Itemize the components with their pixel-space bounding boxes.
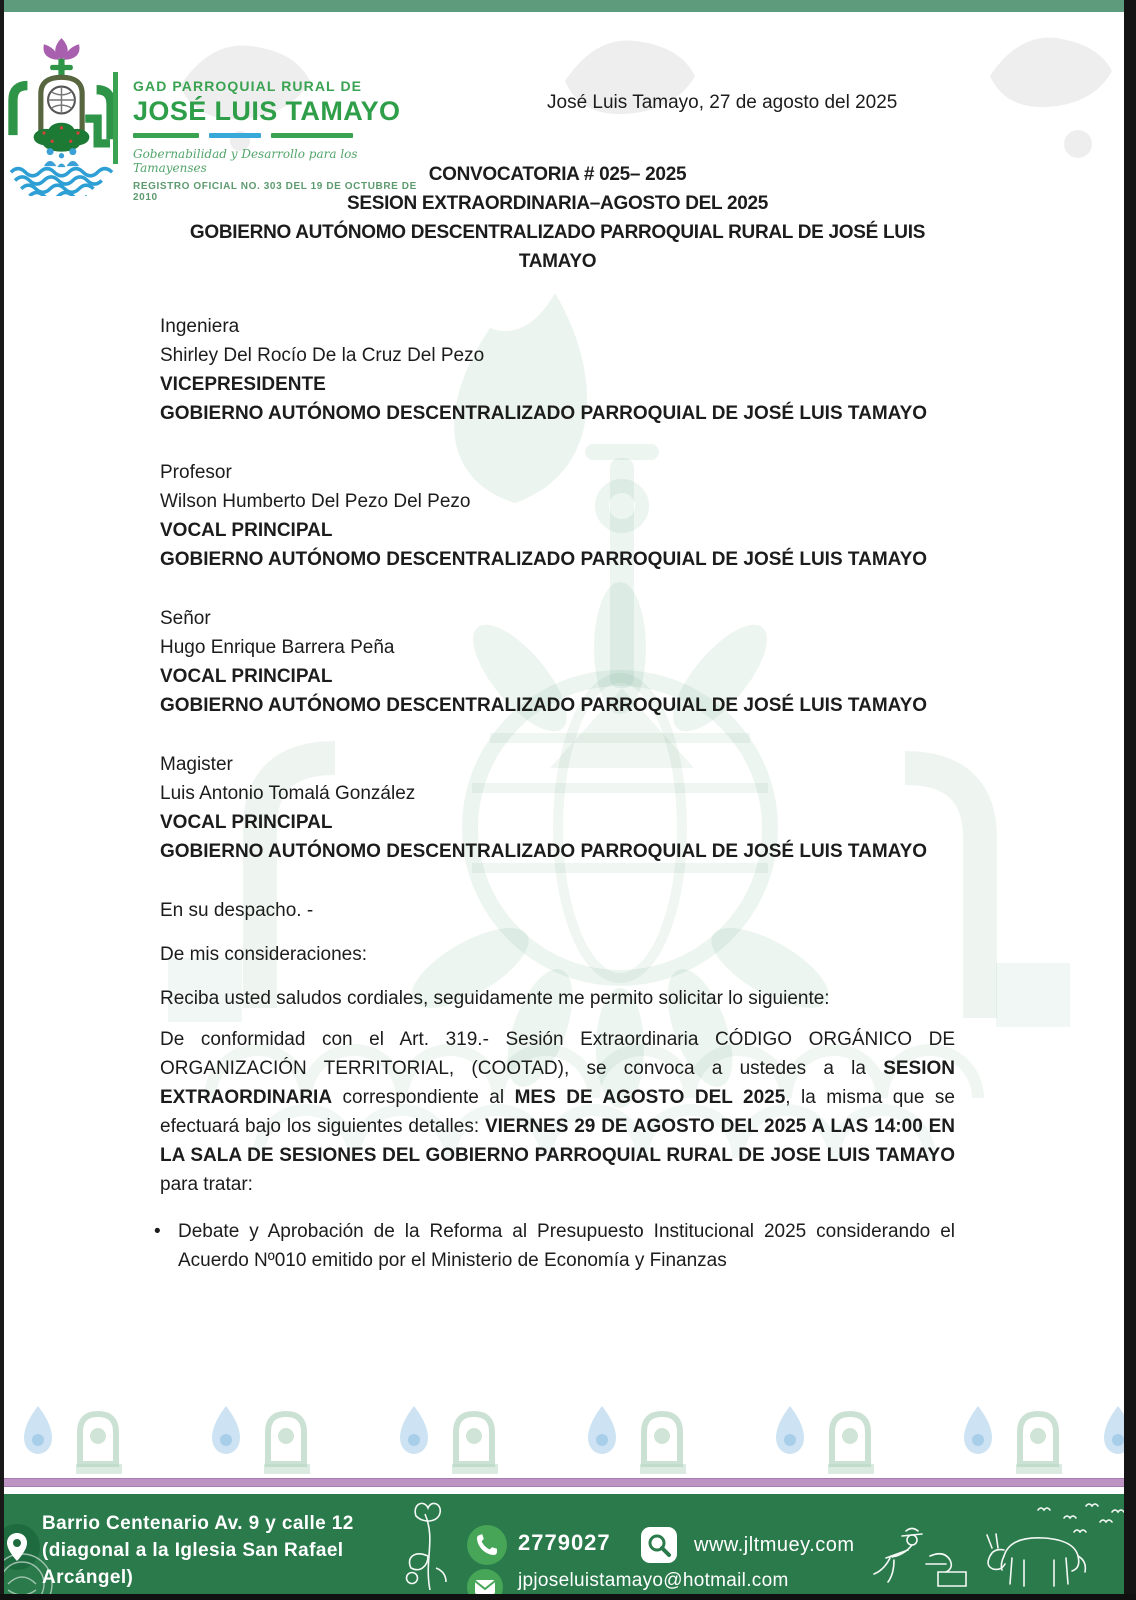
recipient-block-3	[160, 604, 955, 720]
recipient-name: Shirley Del Rocío De la Cruz Del Pezo	[160, 345, 485, 366]
convocation-paragraph: De conformidad con el Art. 319.- Sesión Extraordinaria CÓDIGO ORGÁNICO DE ORGANIZACIÓN TERRITORIAL, (COOTAD), se convoca a ustedes a la SESION EXTRAORDINARIA correspondiente al MES DE AGOSTO DEL 2025, la misma que se efectuará bajo los siguientes detalles: VIERNES 29 DE AGOSTO DEL 2025 A LAS 14:00 EN LA SALA DE SESIONES DEL GOBIERNO PARROQUIAL RURAL DE JOSE LUIS TAMAYO para tratar:	[160, 1029, 955, 1195]
recipient-org: GOBIERNO AUTÓNOMO DESCENTRALIZADO PARROQUIAL DE JOSÉ LUIS TAMAYO	[160, 841, 928, 862]
footer-email: jpjoseluistamayo@hotmail.com	[518, 1570, 789, 1591]
recipient-org: GOBIERNO AUTÓNOMO DESCENTRALIZADO PARROQUIAL DE JOSÉ LUIS TAMAYO	[160, 403, 928, 424]
logo-org-type: GAD PARROQUIAL RURAL DE	[133, 78, 363, 94]
top-green-bar	[0, 0, 1136, 12]
recipient-role: VOCAL PRINCIPAL	[160, 666, 333, 687]
underline-bar-blue	[209, 133, 261, 138]
title-line-2: SESION EXTRAORDINARIA–AGOSTO DEL 2025	[346, 193, 769, 214]
recipient-org: GOBIERNO AUTÓNOMO DESCENTRALIZADO PARROQUIAL DE JOSÉ LUIS TAMAYO	[160, 695, 928, 716]
recipient-name: Hugo Enrique Barrera Peña	[160, 637, 395, 658]
flower-line-art	[392, 1498, 466, 1592]
envelope-icon	[466, 1568, 504, 1594]
agenda-item-text: Debate y Aprobación de la Reforma al Presupuesto Institucional 2025 considerando el Acuerdo Nº010 emitido por el Ministerio de Economía y Finanzas	[178, 1221, 955, 1271]
saludo-line: Reciba usted saludos cordiales, seguidamente me permito solicitar lo siguiente:	[160, 988, 830, 1009]
right-edge	[1124, 0, 1136, 1600]
logo-divider	[113, 72, 118, 164]
recipient-role: VICEPRESIDENTE	[160, 374, 326, 395]
recipient-title: Señor	[160, 608, 211, 629]
recipient-list	[160, 312, 955, 866]
recipient-block-4	[160, 750, 955, 866]
footer-website: www.jltmuey.com	[694, 1534, 855, 1556]
recipient-title: Magister	[160, 754, 233, 775]
logo-org-name: JOSÉ LUIS TAMAYO	[133, 96, 401, 126]
recipient-name: Wilson Humberto Del Pezo Del Pezo	[160, 491, 471, 512]
recipient-role: VOCAL PRINCIPAL	[160, 812, 333, 833]
footer-phone: 2779027	[518, 1530, 611, 1555]
lotus-flower-icon	[43, 38, 79, 60]
recipient-role: VOCAL PRINCIPAL	[160, 520, 333, 541]
bottom-watermark-row	[0, 1392, 1136, 1484]
title-line-1: CONVOCATORIA # 025– 2025	[428, 164, 687, 185]
phone-icon	[466, 1524, 508, 1566]
document-date: José Luis Tamayo, 27 de agosto del 2025	[547, 92, 898, 113]
logo-registro: REGISTRO OFICIAL NO. 303 DEL 19 DE OCTUBRE DE 2010	[133, 181, 417, 203]
despacho-line: En su despacho. -	[160, 900, 314, 921]
footer-address: Barrio Centenario Av. 9 y calle 12 (diagonal a la Iglesia San Rafael Arcángel)	[42, 1513, 354, 1588]
consideraciones-line: De mis consideraciones:	[160, 944, 367, 965]
logo-slogan: Gobernabilidad y Desarrollo para los Tamayenses	[133, 147, 358, 175]
recipient-name: Luis Antonio Tomalá González	[160, 783, 416, 804]
corner-sketch-art	[0, 1546, 60, 1594]
agenda-item	[154, 1217, 955, 1275]
recipient-title: Ingeniera	[160, 316, 240, 337]
bullet-icon: •	[154, 1221, 161, 1242]
recipient-block-1	[160, 312, 955, 428]
recipient-block-2	[160, 458, 955, 574]
logo-underline-bars	[133, 133, 433, 138]
footer-band	[0, 1494, 1136, 1594]
globe-search-icon	[640, 1526, 678, 1564]
recipient-title: Profesor	[160, 462, 232, 483]
title-line-3: GOBIERNO AUTÓNOMO DESCENTRALIZADO PARROQUIAL RURAL DE JOSÉ LUIS TAMAYO	[189, 222, 926, 272]
document-title	[160, 160, 955, 276]
left-edge	[0, 0, 4, 1600]
footer-accent-line	[0, 1478, 1136, 1487]
bottom-edge	[0, 1594, 1136, 1600]
recipient-org: GOBIERNO AUTÓNOMO DESCENTRALIZADO PARROQUIAL DE JOSÉ LUIS TAMAYO	[160, 549, 928, 570]
underline-bar-green-2	[271, 133, 353, 138]
document-body	[154, 160, 955, 1275]
underline-bar-green-1	[133, 133, 199, 138]
farmer-donkey-art	[842, 1498, 1132, 1592]
parish-emblem-logo	[2, 36, 122, 196]
